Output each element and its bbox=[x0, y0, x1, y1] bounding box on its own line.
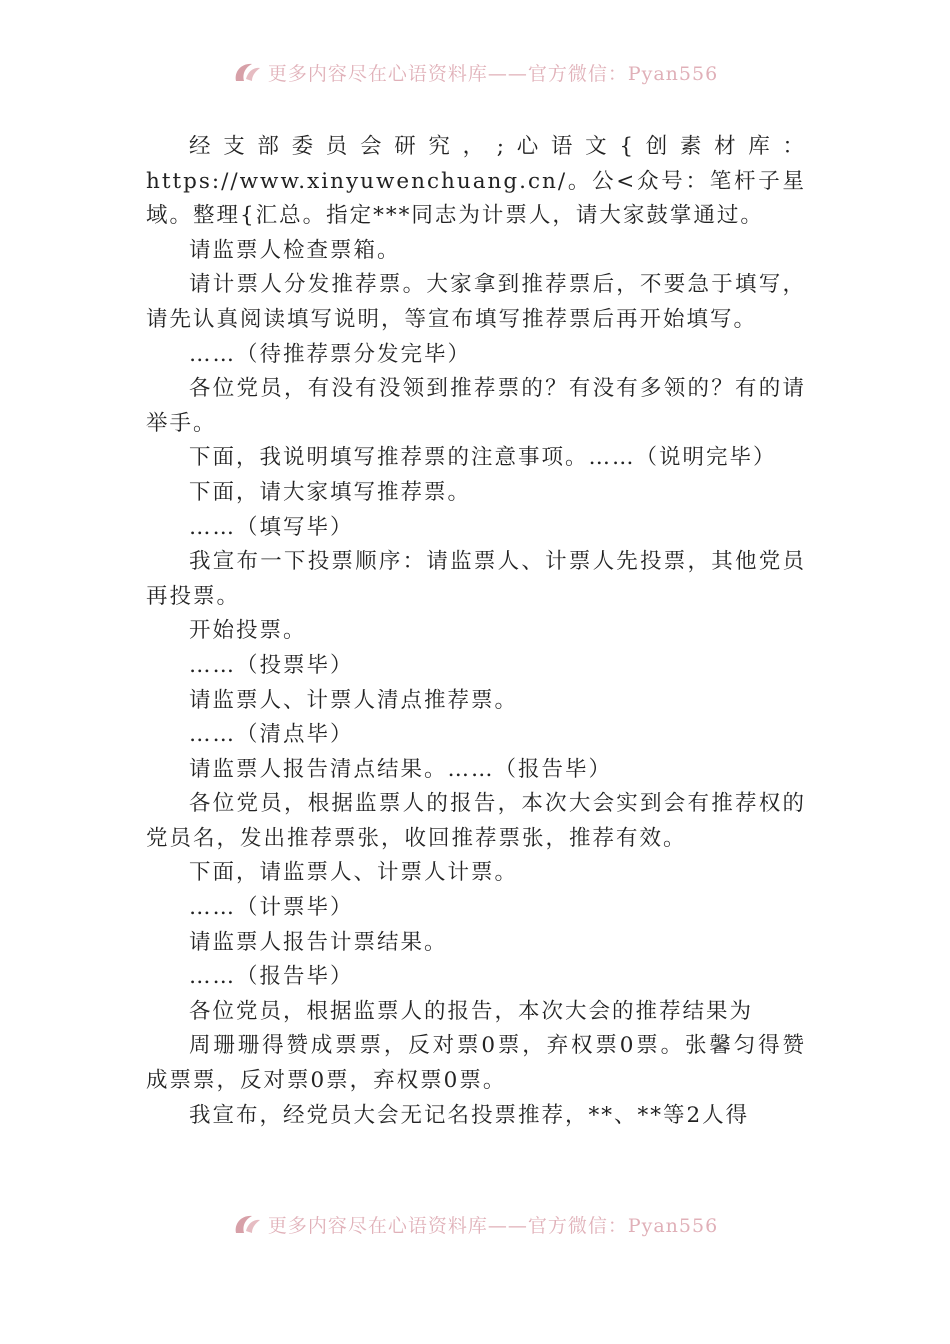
paragraph: 请监票人报告清点结果。……（报告毕） bbox=[189, 756, 613, 782]
watermark-text: 更多内容尽在心语资料库——官方微信：Pyan556 bbox=[267, 62, 719, 85]
paragraph: 请监票人报告计票结果。 bbox=[189, 929, 448, 955]
paragraph: ……（投票毕） bbox=[189, 652, 354, 678]
paragraph: 下面，请大家填写推荐票。 bbox=[189, 479, 472, 505]
paragraph: 开始投票。 bbox=[189, 618, 307, 644]
paragraph: ……（计票毕） bbox=[189, 895, 354, 921]
paragraph: ……（清点毕） bbox=[189, 722, 354, 748]
paragraph: ……（待推荐票分发完毕） bbox=[189, 341, 472, 367]
paragraph: 请计票人分发推荐票。大家拿到推荐票后，不要急于填写，请先认真阅读填写说明，等宣布填写推荐票后再开始填写。 bbox=[146, 272, 806, 332]
paragraph: 各位党员，根据监票人的报告，本次大会实到会有推荐权的党员名，发出推荐票张，收回推荐票张，推荐有效。 bbox=[146, 791, 806, 851]
paragraph: 我宣布一下投票顺序：请监票人、计票人先投票，其他党员再投票。 bbox=[146, 549, 806, 609]
paragraph: 下面，我说明填写推荐票的注意事项。……（说明完毕） bbox=[189, 445, 777, 471]
paragraph: 各位党员，根据监票人的报告，本次大会的推荐结果为 bbox=[189, 998, 754, 1024]
paragraph: ……（填写毕） bbox=[189, 514, 354, 540]
header-watermark bbox=[0, 52, 950, 92]
paragraph: 周珊珊得赞成票票，反对票0票，弃权票0票。张馨匀得赞成票票，反对票0票，弃权票0票。 bbox=[146, 1033, 806, 1094]
paragraph: ……（报告毕） bbox=[189, 964, 354, 990]
paragraph: 各位党员，有没有没领到推荐票的？有没有多领的？有的请举手。 bbox=[146, 376, 806, 436]
footer-watermark bbox=[0, 1204, 950, 1244]
paragraph: 请监票人检查票箱。 bbox=[189, 237, 401, 263]
paragraph: 经支部委员会研究，;心语文{创素材库：https://www.xinyuwenchuang.cn/。公<众号：笔杆子星域。整理{汇总。指定***同志为计票人，请大家鼓掌通过。 bbox=[146, 134, 806, 229]
paragraph: 请监票人、计票人清点推荐票。 bbox=[189, 687, 519, 713]
watermark-logo-icon bbox=[232, 1211, 262, 1237]
paragraph: 我宣布，经党员大会无记名投票推荐，**、**等2人得 bbox=[189, 1102, 750, 1128]
watermark-text: 更多内容尽在心语资料库——官方微信：Pyan556 bbox=[267, 1214, 719, 1237]
watermark-logo-icon bbox=[232, 59, 262, 85]
paragraph: 下面，请监票人、计票人计票。 bbox=[189, 860, 519, 886]
document-body bbox=[146, 130, 806, 1133]
